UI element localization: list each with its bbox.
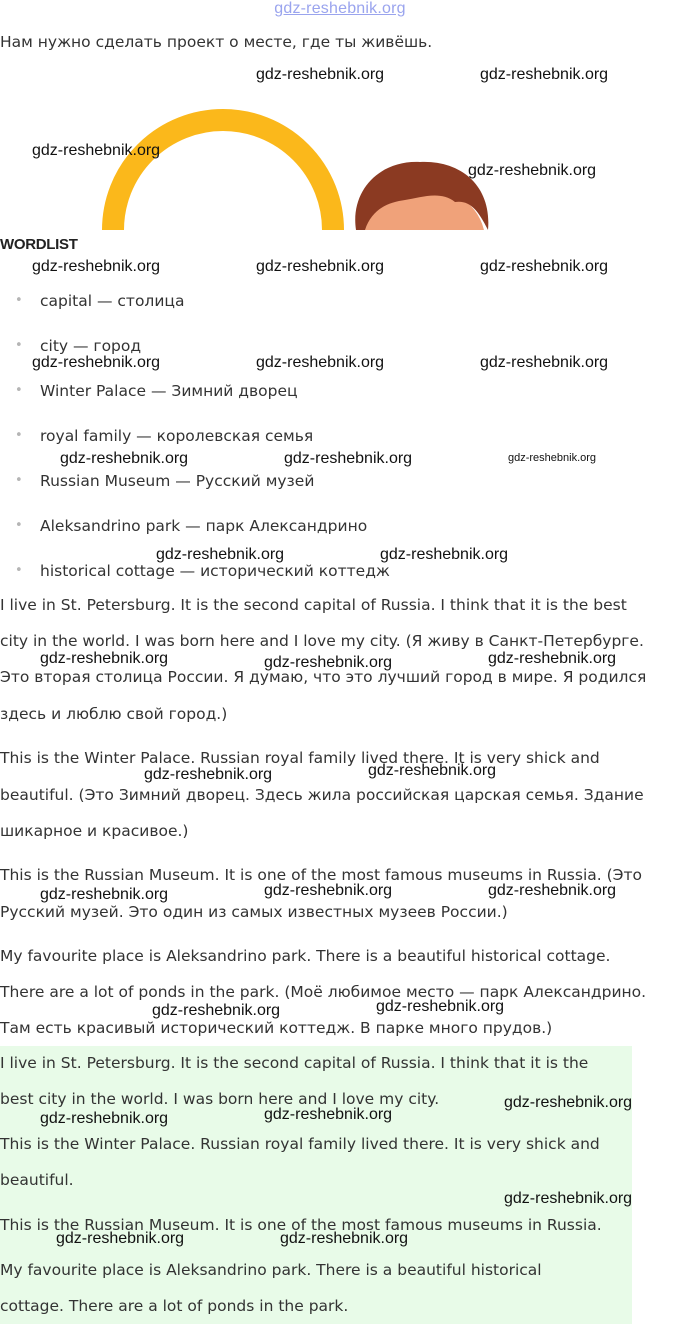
watermark: gdz-reshebnik.org [264,1106,393,1123]
answer-line: I live in St. Petersburg. It is the second capital of Russia. I think that it is the [0,1054,589,1072]
watermark: gdz-reshebnik.org [40,1110,169,1127]
rainbow-boy-illustration [0,90,680,230]
wordlist-title: WORDLIST [0,236,78,253]
wordlist-item: • Winter Palace — Зимний дворец [0,375,680,420]
wordlist-item: • capital — столица [0,285,680,330]
wordlist [0,285,680,600]
watermark: gdz-reshebnik.org [480,354,609,371]
paragraph-line: beautiful. (Это Зимний дворец. Здесь жила российская царская семья. Здание [0,786,644,804]
watermark: gdz-reshebnik.org [32,142,161,159]
watermark: gdz-reshebnik.org [480,258,609,275]
intro-text: Нам нужно сделать проект о месте, где ты живёшь. [0,33,433,51]
watermark: gdz-reshebnik.org [256,354,385,371]
watermark: gdz-reshebnik.org [480,66,609,83]
watermark: gdz-reshebnik.org [40,650,169,667]
watermark: gdz-reshebnik.org [280,1230,409,1247]
paragraph-line: I live in St. Petersburg. It is the second capital of Russia. I think that it is the best [0,596,627,614]
watermark: gdz-reshebnik.org [32,258,161,275]
watermark: gdz-reshebnik.org [264,654,393,671]
wordlist-item: • city — город [0,330,680,375]
watermark: gdz-reshebnik.org [256,258,385,275]
illustration [0,90,680,230]
paragraph-line: здесь и люблю свой город.) [0,705,228,723]
paragraph-line: шикарное и красивое.) [0,822,189,840]
watermark: gdz-reshebnik.org [488,650,617,667]
paragraph-line: This is the Winter Palace. Russian royal family lived there. It is very shick and [0,749,600,767]
watermark: gdz-reshebnik.org [504,1094,633,1111]
watermark: gdz-reshebnik.org [56,1230,185,1247]
paragraph-line: Там есть красивый исторический коттедж. В парке много прудов.) [0,1019,553,1037]
answer-line: My favourite place is Aleksandrino park. There is a beautiful historical [0,1261,542,1279]
watermark: gdz-reshebnik.org [156,546,285,563]
watermark: gdz-reshebnik.org [32,354,161,371]
watermark: gdz-reshebnik.org [264,882,393,899]
paragraph-line: Русский музей. Это один из самых известных музеев России.) [0,903,508,921]
wordlist-item: • historical cottage — исторический коттедж [0,555,680,600]
answer-line: best city in the world. I was born here and I love my city. [0,1090,440,1108]
site-header-link[interactable]: gdz-reshebnik.org [274,0,406,17]
paragraph-line: This is the Russian Museum. It is one of the most famous museums in Russia. (Это [0,866,642,884]
watermark: gdz-reshebnik.org [60,450,189,467]
watermark: gdz-reshebnik.org [40,886,169,903]
answer-line: cottage. There are a lot of ponds in the park. [0,1297,349,1315]
paragraph-line: Это вторая столица России. Я думаю, что это лучший город в мире. Я родился [0,668,647,686]
answer-line: beautiful. [0,1171,74,1189]
answer-line: This is the Winter Palace. Russian royal family lived there. It is very shick and [0,1135,600,1153]
watermark: gdz-reshebnik.org [376,998,505,1015]
paragraph-line: city in the world. I was born here and I love my city. (Я живу в Санкт-Петербурге. [0,632,644,650]
watermark: gdz-reshebnik.org [284,450,413,467]
paragraph-line: There are a lot of ponds in the park. (Моё любимое место — парк Александрино. [0,983,647,1001]
watermark: gdz-reshebnik.org [152,1002,281,1019]
watermark: gdz-reshebnik.org [508,452,597,464]
rainbow-arc [113,120,333,230]
watermark: gdz-reshebnik.org [368,762,497,779]
watermark: gdz-reshebnik.org [468,162,597,179]
watermark: gdz-reshebnik.org [256,66,385,83]
wordlist-item: • Russian Museum — Русский музей [0,465,680,510]
wordlist-item: • royal family — королевская семья [0,420,680,465]
answer-line: This is the Russian Museum. It is one of the most famous museums in Russia. [0,1216,602,1234]
watermark: gdz-reshebnik.org [144,766,273,783]
paragraph-line: My favourite place is Aleksandrino park. There is a beautiful historical cottage. [0,947,611,965]
wordlist-item: • Aleksandrino park — парк Александрино [0,510,680,555]
watermark: gdz-reshebnik.org [380,546,509,563]
watermark: gdz-reshebnik.org [488,882,617,899]
watermark: gdz-reshebnik.org [504,1190,633,1207]
